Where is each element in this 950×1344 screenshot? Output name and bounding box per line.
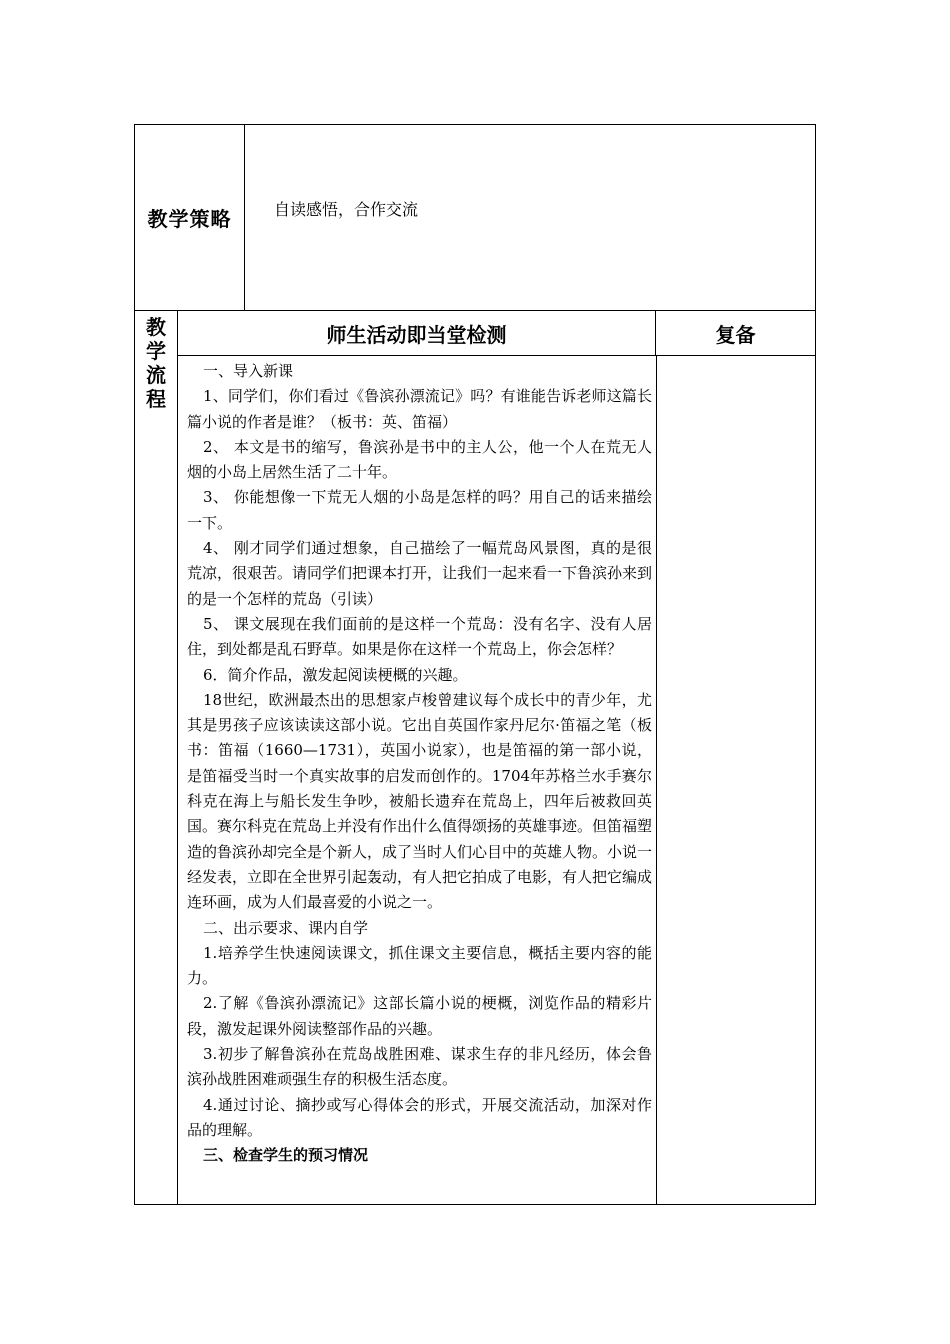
- content-paragraph: 6．简介作品，激发起阅读梗概的兴趣。: [203, 665, 468, 684]
- review-header: 复备: [715, 322, 756, 347]
- flow-label-char: 流: [146, 363, 166, 387]
- content-paragraph: 18世纪，欧洲最杰出的思想家卢梭曾建议每个成长中的青少年，尤其是男孩子应该读读这部小说。它出自英国作家丹尼尔·笛福之笔（板书：笛福（1660—1731），英国小说家），也是笛福的第一部小说，是笛福受当时一个真实故事的启发而创作的。1704年苏格兰水手赛尔科克在海上与船长发生争吵，被船长遗弃在荒岛上，四年后被救回英国。赛尔科克在荒岛上并没有作出什么值得颂扬的英雄事迹。但笛福塑造的鲁滨孙却完全是个新人，成了当时人们心目中的英雄人物。小说一经发表，立即在全世界引起轰动，有人把它拍成了电影，有人把它编成连环画，成为人们最喜爱的小说之一。: [187, 690, 653, 912]
- content-paragraph: 5、 课文展现在我们面前的是这样一个荒岛：没有名字、没有人居住，到处都是乱石野草。如果是你在这样一个荒岛上，你会怎样？: [187, 614, 652, 659]
- lesson-plan-table: [134, 124, 816, 1205]
- review-column-divider: [656, 356, 657, 1204]
- content-paragraph: 2.了解《鲁滨孙漂流记》这部长篇小说的梗概，浏览作品的精彩片段，激发起课外阅读整部作品的兴趣。: [187, 994, 652, 1038]
- content-paragraph: 4.通过讨论、摘抄或写心得体会的形式，开展交流活动，加深对作品的理解。: [187, 1095, 652, 1139]
- activities-header: 师生活动即当堂检测: [178, 311, 656, 355]
- flow-header-row: [178, 311, 815, 356]
- content-paragraph: 3.初步了解鲁滨孙在荒岛战胜困难、谋求生存的非凡经历，体会鲁滨孙战胜困难顽强生存的积极生活态度。: [187, 1045, 652, 1089]
- content-paragraph: 二、出示要求、课内自学: [203, 918, 369, 937]
- flow-label-char: 教: [146, 315, 166, 339]
- content-paragraph: 4、 刚才同学们通过想象，自己描绘了一幅荒岛风景图，真的是很荒凉，很艰苦。请同学们把课本打开，让我们一起来看一下鲁滨孙来到的是一个怎样的荒岛（引读）: [187, 539, 653, 608]
- teaching-flow-label-cell: [135, 311, 178, 1204]
- content-paragraph: 2、 本文是书的缩写，鲁滨孙是书中的主人公，他一个人在荒无人烟的小岛上居然生活了二十年。: [187, 437, 652, 482]
- content-paragraph: 1.培养学生快速阅读课文，抓住课文主要信息，概括主要内容的能力。: [187, 943, 652, 988]
- content-paragraph: 一、导入新课: [203, 362, 294, 380]
- activities-content: [187, 359, 652, 1169]
- content-paragraph: 1、同学们，你们看过《鲁滨孙漂流记》吗？有谁能告诉老师这篇长篇小说的作者是谁？（板书：英、笛福）: [187, 387, 652, 431]
- teaching-flow-label: [135, 315, 177, 411]
- flow-label-char: 学: [146, 339, 166, 363]
- content-paragraph: 3、 你能想像一下荒无人烟的小岛是怎样的吗？用自己的话来描绘一下。: [187, 488, 652, 532]
- teaching-strategy-label: 教学策略: [135, 125, 245, 310]
- teaching-strategy-row: [135, 125, 815, 311]
- flow-label-char: 程: [146, 387, 166, 411]
- content-paragraph: 三、检查学生的预习情况: [203, 1146, 369, 1165]
- teaching-strategy-content: 自读感悟，合作交流: [274, 200, 419, 219]
